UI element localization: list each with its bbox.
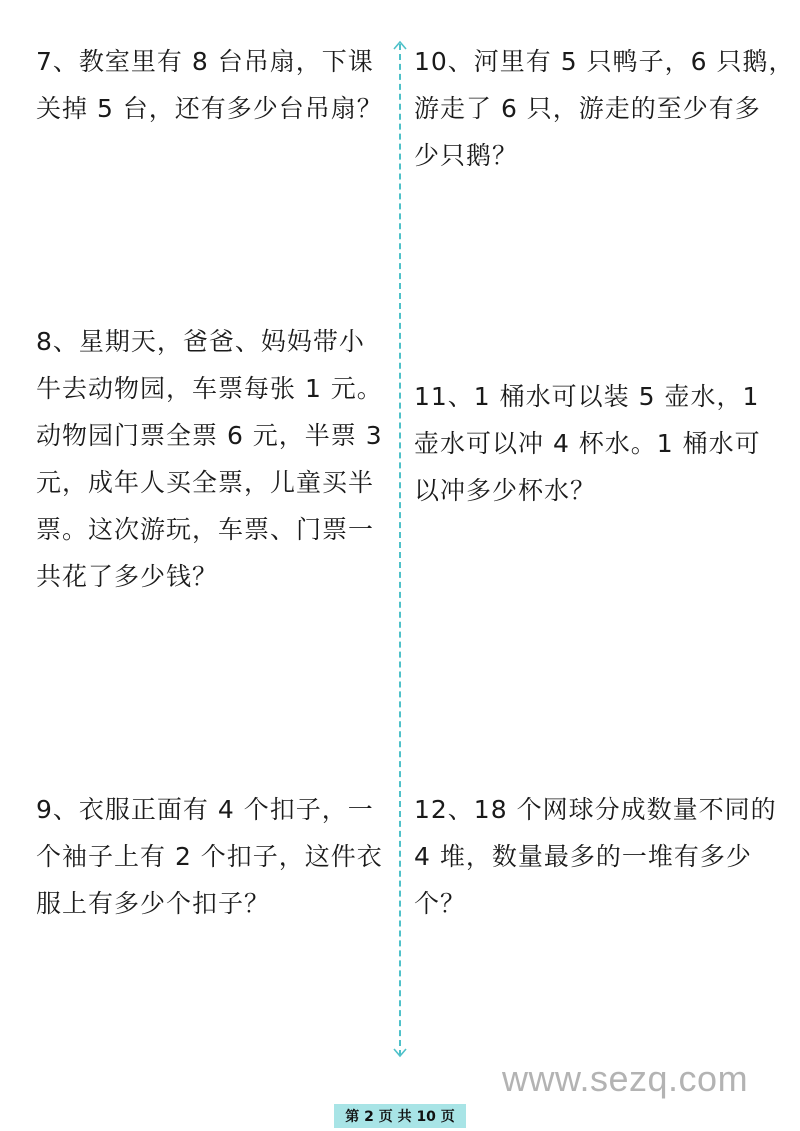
page-number-label: 第 2 页 共 10 页 [345,1109,455,1125]
question-line: 以冲多少杯水？ [414,476,597,505]
question-line: 少只鹅？ [414,141,519,170]
question-line: 9、衣服正面有 4 个扣子，一 [36,795,374,824]
question-line: 个？ [414,889,467,918]
question-line: 10、河里有 5 只鸭子，6 只鹅， [414,47,795,76]
question-12 [414,786,777,927]
question-line: 壶水可以冲 4 杯水。1 桶水可 [414,429,761,458]
watermark: www.sezq.com [502,1058,749,1099]
question-line: 票。这次游玩，车票、门票一 [36,515,375,544]
column-divider [399,44,401,1056]
question-10 [414,38,795,179]
question-line: 游走了 6 只，游走的至少有多 [414,94,761,123]
question-line: 7、教室里有 8 台吊扇，下课 [36,47,374,76]
question-line: 共花了多少钱？ [36,562,219,591]
question-line: 动物园门票全票 6 元，半票 3 [36,421,383,450]
question-line: 8、星期天，爸爸、妈妈带小 [36,327,365,356]
question-line: 4 堆，数量最多的一堆有多少 [414,842,752,871]
question-9 [36,786,391,927]
question-line: 牛去动物园，车票每张 1 元。 [36,374,383,403]
question-line: 12、18 个网球分成数量不同的 [414,795,777,824]
arrow-down-icon [393,1048,407,1058]
question-line: 服上有多少个扣子？ [36,889,271,918]
arrow-up-icon [393,40,407,50]
question-line: 元，成年人买全票，儿童买半 [36,468,375,497]
question-line: 个袖子上有 2 个扣子，这件衣 [36,842,383,871]
question-11 [414,373,774,514]
page-footer [334,1104,466,1128]
question-line: 关掉 5 台，还有多少台吊扇？ [36,94,383,123]
question-8 [36,318,391,600]
question-line: 11、1 桶水可以装 5 壶水，1 [414,382,760,411]
question-7 [36,38,391,132]
